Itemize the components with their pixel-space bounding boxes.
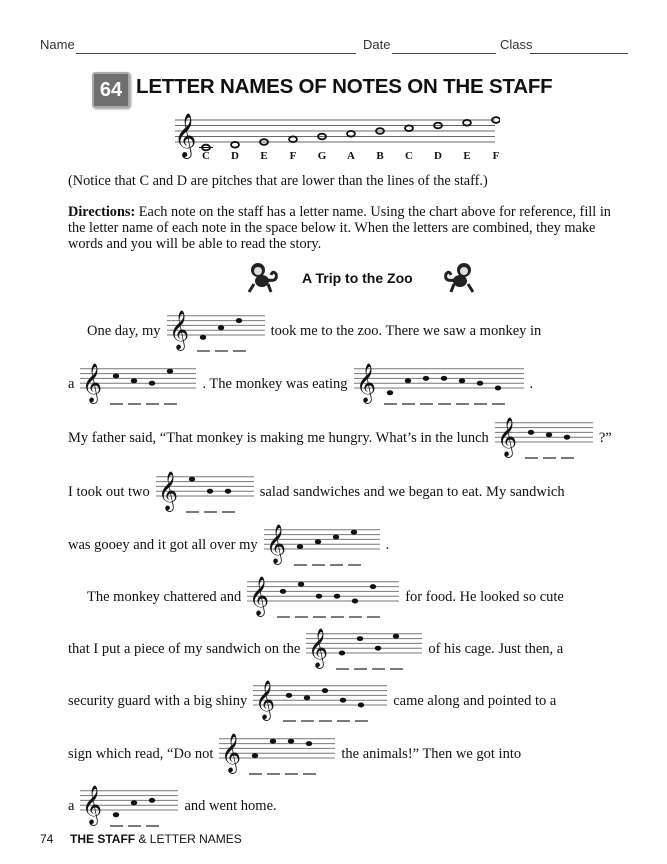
note-puzzle-staff: [219, 728, 335, 778]
story-text: of his cage. Just then, a: [428, 641, 564, 657]
note: [357, 636, 363, 641]
note-puzzle-staff: [156, 466, 254, 516]
note-label: C: [202, 150, 210, 162]
treble-clef-icon: 𝄞: [308, 628, 329, 668]
note-label: D: [231, 150, 239, 162]
story-text: a: [68, 376, 75, 392]
note: [334, 594, 340, 599]
note-label: B: [376, 150, 384, 162]
story-line: [68, 519, 389, 569]
note: [370, 584, 376, 589]
note: [458, 378, 464, 383]
note-label: G: [317, 150, 327, 162]
note: [270, 739, 276, 744]
note-puzzle-staff: [167, 305, 265, 355]
story-text: I took out two: [68, 484, 150, 500]
note: [131, 378, 137, 383]
note: [225, 489, 231, 494]
name-label: Name: [40, 37, 75, 52]
story-text: ?”: [598, 430, 612, 446]
note-puzzle-staff: [495, 412, 593, 462]
note: [304, 695, 310, 700]
story-text: for food. He looked so cute: [405, 589, 564, 605]
story-line: [68, 675, 556, 725]
story-line: [87, 305, 541, 355]
footer-section-bold: THE STAFF: [70, 832, 136, 846]
note: [340, 698, 346, 703]
page-title: LETTER NAMES OF NOTES ON THE STAFF: [136, 75, 553, 98]
treble-clef-icon: 𝄞: [82, 363, 103, 403]
note-puzzle-staff: [253, 675, 387, 725]
story-text: was gooey and it got all over my: [68, 537, 258, 553]
story-line: [68, 728, 521, 778]
story-line: [68, 358, 533, 408]
note: [288, 739, 294, 744]
note: [358, 703, 364, 708]
story-text: came along and pointed to a: [393, 693, 557, 709]
story-text: My father said, “That monkey is making me hungry. What’s in the lunch: [68, 430, 489, 446]
note: [296, 544, 302, 549]
directions-label: Directions:: [68, 204, 136, 220]
note: [217, 325, 223, 330]
note: [440, 376, 446, 381]
story-line: [68, 466, 565, 516]
note: [476, 381, 482, 386]
date-field[interactable]: [392, 53, 496, 54]
story-text: that I put a piece of my sandwich on the: [68, 641, 301, 657]
treble-clef-icon: 𝄞: [355, 363, 376, 403]
treble-clef-icon: 𝄞: [255, 680, 276, 720]
treble-clef-icon: 𝄞: [168, 310, 189, 350]
date-label: Date: [363, 37, 391, 52]
note: [322, 688, 328, 693]
note: [350, 530, 356, 535]
whole-note: [347, 131, 355, 137]
story-text: . The monkey was eating: [202, 376, 348, 392]
story-text: a: [68, 798, 75, 814]
note: [375, 646, 381, 651]
monkey-icon: [246, 262, 282, 294]
directions-text: [68, 204, 628, 252]
note: [316, 594, 322, 599]
story-line: [68, 780, 277, 830]
class-field[interactable]: [530, 53, 628, 54]
note: [298, 582, 304, 587]
note: [494, 386, 500, 391]
note: [404, 378, 410, 383]
reference-staff: [170, 108, 500, 168]
note: [306, 741, 312, 746]
treble-clef-icon: 𝄞: [249, 576, 270, 616]
note: [113, 374, 119, 379]
story-line: [68, 623, 563, 673]
note-puzzle-staff: [354, 358, 524, 408]
treble-clef-icon: 𝄞: [157, 471, 178, 511]
note-label: A: [347, 150, 355, 162]
treble-clef-icon: 𝄞: [496, 417, 517, 457]
note: [189, 477, 195, 482]
story-text: .: [385, 537, 390, 553]
monkey-icon: [440, 262, 476, 294]
directions-body: Each note on the staff has a letter name. Using the chart above for reference, fill in the letter name of each note in the space below it. When the letters are combined, they make words and you will be able to read the story.: [68, 204, 611, 252]
note-puzzle-staff: [80, 358, 196, 408]
note-label: F: [492, 150, 500, 162]
note-label: E: [260, 150, 268, 162]
footer-section: [70, 832, 242, 846]
treble-clef-icon: 𝄞: [82, 785, 103, 825]
whole-note: [289, 136, 297, 142]
story-text: sign which read, “Do not: [68, 746, 214, 762]
lesson-number-badge: 64: [92, 72, 130, 108]
page-number: 74: [40, 832, 54, 846]
story-text: The monkey chattered and: [87, 589, 242, 605]
note: [207, 489, 213, 494]
note-label: F: [289, 150, 297, 162]
note: [131, 800, 137, 805]
whole-note: [231, 142, 239, 148]
footer-section-rest: & LETTER NAMES: [135, 832, 242, 846]
note-label: D: [434, 150, 442, 162]
note: [339, 651, 345, 656]
story-text: One day, my: [87, 323, 161, 339]
note: [235, 318, 241, 323]
note: [528, 430, 534, 435]
note-label: E: [463, 150, 471, 162]
story-text: security guard with a big shiny: [68, 693, 248, 709]
note: [332, 535, 338, 540]
whole-note: [463, 120, 471, 126]
note: [199, 335, 205, 340]
note: [167, 369, 173, 374]
note-puzzle-staff: [264, 519, 380, 569]
note-label: C: [405, 150, 413, 162]
story-text: salad sandwiches and we began to eat. My sandwich: [259, 484, 565, 500]
note: [149, 798, 155, 803]
note-puzzle-staff: [247, 571, 399, 621]
note: [252, 753, 258, 758]
story-text: .: [529, 376, 534, 392]
story-line: [68, 412, 612, 462]
story-line: [87, 571, 564, 621]
name-field[interactable]: [76, 53, 356, 54]
notice-text: (Notice that C and D are pitches that are lower than the lines of the staff.): [68, 173, 488, 189]
note: [546, 432, 552, 437]
note: [386, 390, 392, 395]
story-title: A Trip to the Zoo: [302, 270, 413, 286]
story-text: and went home.: [184, 798, 277, 814]
note-puzzle-staff: [80, 780, 178, 830]
note: [393, 634, 399, 639]
note: [352, 599, 358, 604]
treble-clef-icon: 𝄞: [174, 113, 197, 157]
note: [422, 376, 428, 381]
whole-note: [405, 125, 413, 131]
note: [113, 812, 119, 817]
note-puzzle-staff: [306, 623, 422, 673]
note: [280, 589, 286, 594]
story-text: took me to the zoo. There we saw a monkey in: [270, 323, 542, 339]
treble-clef-icon: 𝄞: [221, 733, 242, 773]
story-text: the animals!” Then we got into: [341, 746, 522, 762]
note: [286, 693, 292, 698]
treble-clef-icon: 𝄞: [265, 524, 286, 564]
class-label: Class: [500, 37, 533, 52]
note: [314, 539, 320, 544]
note: [149, 381, 155, 386]
note: [564, 435, 570, 440]
